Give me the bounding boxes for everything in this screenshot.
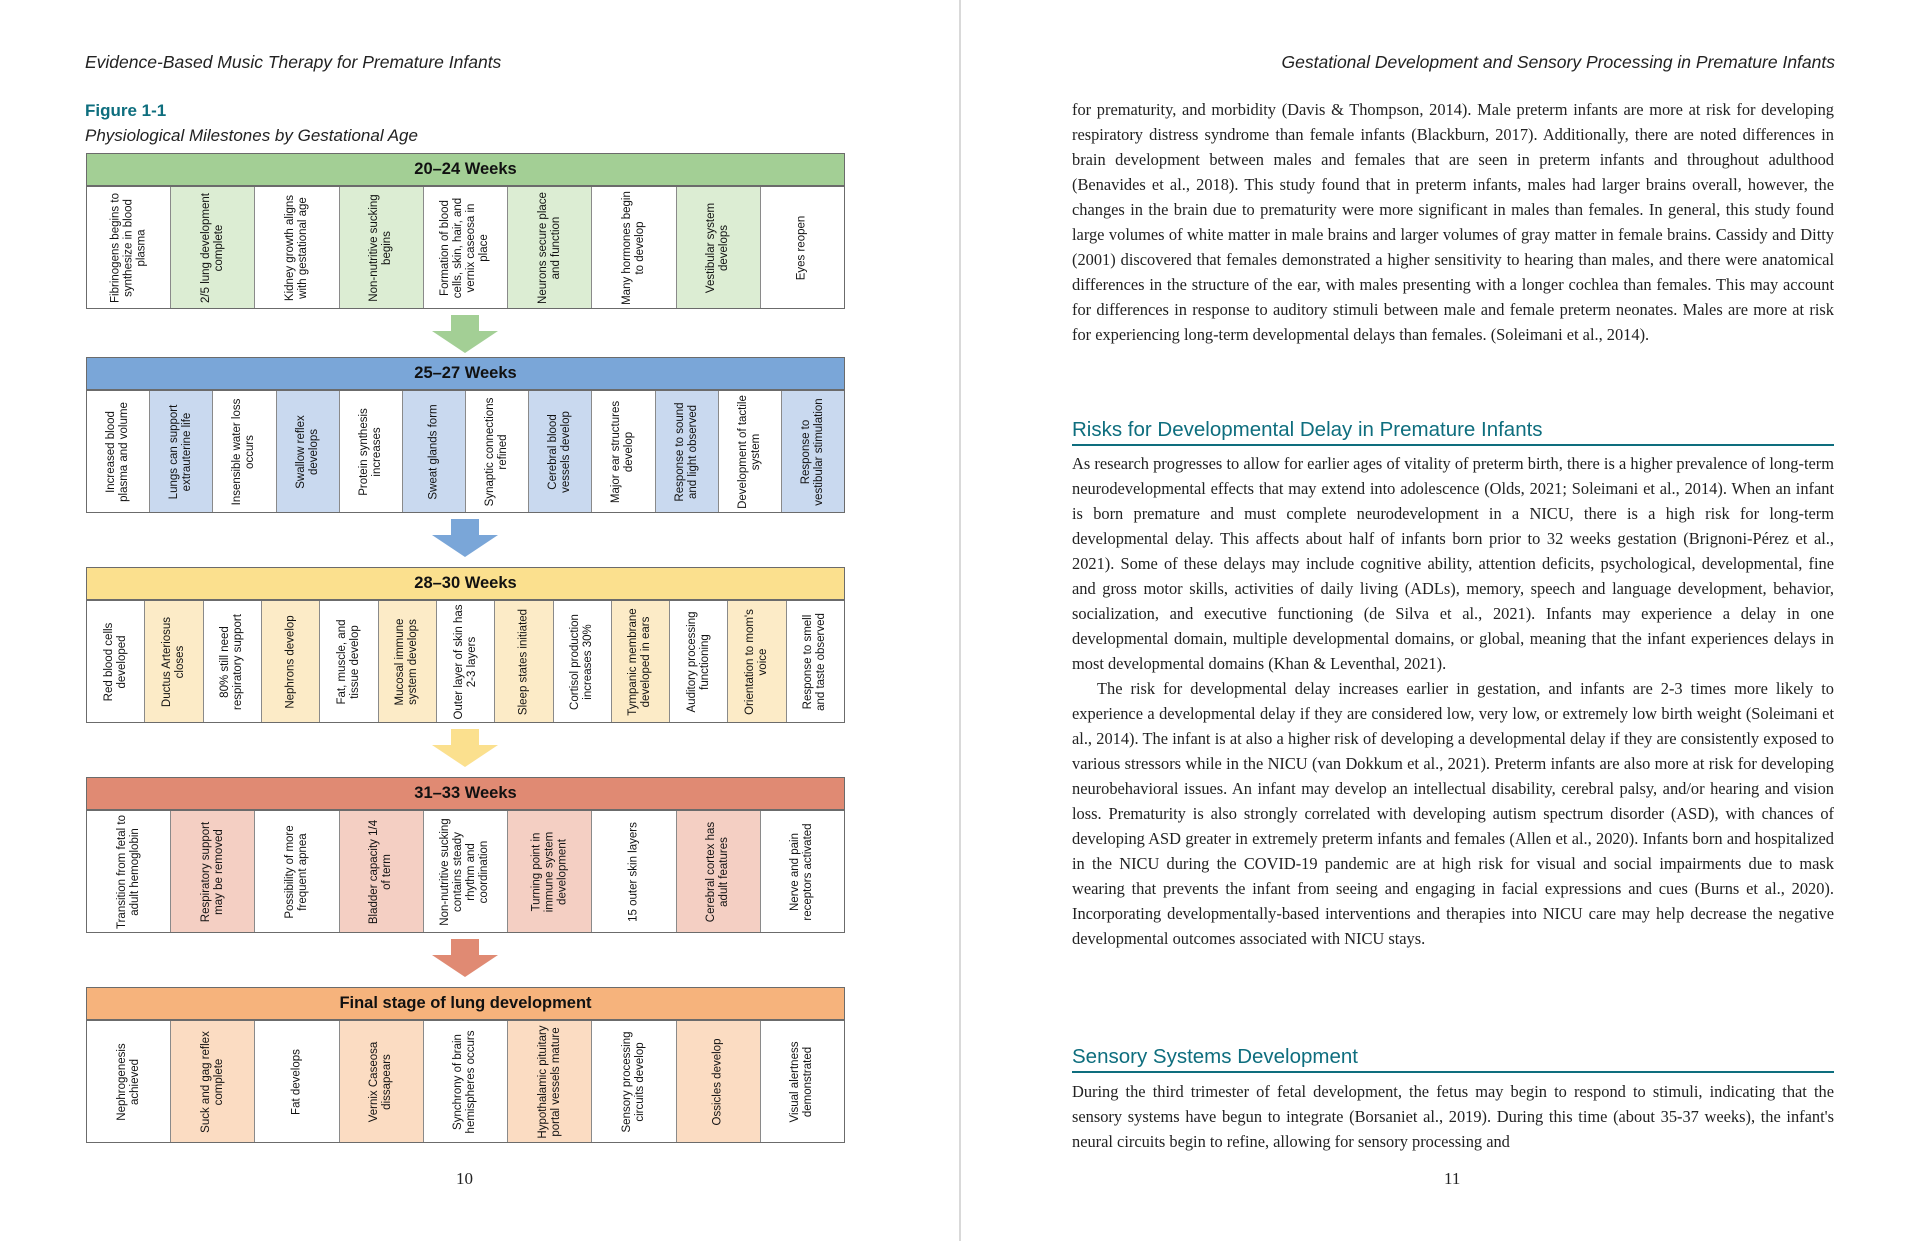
down-arrow-stem <box>451 315 479 331</box>
milestone-cell <box>277 391 340 512</box>
milestone-text: Insensible water loss occurs <box>231 398 257 505</box>
stage-milestones-row <box>86 810 845 933</box>
milestone-cell <box>728 601 786 722</box>
down-arrow-icon <box>432 745 498 767</box>
milestone-text: 15 outer skin layers <box>627 821 640 922</box>
milestone-cell <box>677 187 761 308</box>
milestone-text: Ossicles develop <box>711 1038 724 1125</box>
stage-header: 31–33 Weeks <box>86 777 845 810</box>
milestone-cell <box>340 391 403 512</box>
milestone-cell <box>87 601 145 722</box>
milestone-cell <box>403 391 466 512</box>
milestone-text: Outer layer of skin has 2-3 layers <box>452 603 478 720</box>
stage-header: 25–27 Weeks <box>86 357 845 390</box>
milestone-cell <box>204 601 262 722</box>
milestone-cell <box>255 811 339 932</box>
milestone-text: Response to sound and light observed <box>673 401 699 502</box>
intro-paragraph <box>1072 97 1834 347</box>
milestone-text: Sleep states initiated <box>517 608 530 715</box>
milestone-cell <box>677 811 761 932</box>
milestone-cell <box>424 811 508 932</box>
stage-header: Final stage of lung development <box>86 987 845 1020</box>
milestone-cell <box>87 187 171 308</box>
milestone-cell <box>554 601 612 722</box>
milestone-text: Orientation to mom's voice <box>744 608 770 715</box>
milestone-text: Increased blood plasma and volume <box>105 401 131 502</box>
milestone-cell <box>262 601 320 722</box>
milestone-cell <box>87 811 171 932</box>
milestone-text: Fat, muscle, and tissue develop <box>335 619 361 705</box>
milestone-cell <box>592 187 676 308</box>
milestone-cell <box>87 1021 171 1142</box>
milestone-text: Response to smell and taste observed <box>802 612 828 711</box>
milestone-text: Non-nutritive sucking begins <box>368 193 394 302</box>
stage-milestones-row <box>86 186 845 309</box>
milestone-text: 80% still need respiratory support <box>219 613 245 710</box>
section-heading-sensory: Sensory Systems Development <box>1072 1045 1834 1073</box>
milestone-cell <box>761 187 844 308</box>
milestone-text: Cerebral cortex has adult features <box>705 821 731 922</box>
milestone-text: Nerve and pain receptors activated <box>789 822 815 921</box>
milestone-cell <box>677 1021 761 1142</box>
milestone-cell <box>466 391 529 512</box>
milestone-cell <box>145 601 203 722</box>
milestone-text: Sweat glands form <box>427 403 440 500</box>
milestone-text: Ductus Arteriosus closes <box>160 616 186 707</box>
milestone-text: Sensory processing circuits develop <box>620 1031 646 1132</box>
down-arrow-stem <box>451 939 479 955</box>
paragraph: for prematurity, and morbidity (Davis & Thompson, 2014). Male preterm infants are more at risk for developing respiratory distress syndrome than female infants (Blackburn, 2017). Additionally, there are noted differences in brain development between males and females that are seen in preterm infants and throughout adulthood (Benavides et al., 2018). This study found that in preterm infants, males had larger brains overall, however, the changes in the brain due to prematurity were more significant in males than females. In general, this study found large volumes of white matter in male brains and larger volumes of gray matter in female brains. Cassidy and Ditty (2001) discovered that females demonstrated a higher sensitivity to hearing than males, and there were anatomical differences in the structure of the ear, with males presenting with a longer cochlea than females. This may account for differences in response to auditory stimuli between male and female preterm neonates. Males are more at risk for experiencing long-term developmental delays than females. (Soleimani et al., 2014). <box>1072 100 1834 344</box>
milestone-text: Transition from fetal to adult hemoglobin <box>115 814 141 929</box>
milestone-cell <box>424 1021 508 1142</box>
section-heading-risks: Risks for Developmental Delay in Premature Infants <box>1072 418 1834 446</box>
milestone-text: Nephrons develop <box>284 614 297 709</box>
milestone-text: Protein synthesis increases <box>357 407 383 496</box>
milestone-text: Vernix Caseosa dissapears <box>368 1041 394 1122</box>
figure-label: Figure 1-1 <box>85 101 167 120</box>
milestone-cell <box>213 391 276 512</box>
milestone-cell <box>719 391 782 512</box>
milestone-text: Fibrinogens begins to synthesize in blood plasma <box>109 192 148 303</box>
milestone-text: Visual alertness demonstrated <box>789 1041 815 1122</box>
stage-header: 20–24 Weeks <box>86 153 845 186</box>
milestone-text: Bladder capacity 1/4 of term <box>368 819 394 924</box>
milestone-cell <box>340 811 424 932</box>
milestone-cell <box>592 811 676 932</box>
milestone-text: Suck and gag reflex complete <box>199 1030 225 1133</box>
page-number-left: 10 <box>456 1169 473 1188</box>
stage-milestones-row <box>86 600 845 723</box>
milestone-cell <box>495 601 553 722</box>
milestone-cell <box>424 187 508 308</box>
milestone-text: Possibility of more frequent apnea <box>284 824 310 919</box>
milestone-text: Major ear structures develop <box>610 400 636 503</box>
milestone-text: Synaptic connections refined <box>484 397 510 506</box>
milestone-cell <box>761 1021 844 1142</box>
milestone-cell <box>656 391 719 512</box>
down-arrow-stem <box>451 519 479 535</box>
stage-milestones-row <box>86 390 845 513</box>
down-arrow-icon <box>432 331 498 353</box>
milestone-text: Synchrony of brain hemispheres occurs <box>452 1030 478 1133</box>
milestone-cell <box>508 811 592 932</box>
milestone-text: Red blood cells developed <box>102 622 128 701</box>
milestone-text: Vestibular system develops <box>705 202 731 293</box>
running-head-left: Evidence-Based Music Therapy for Premature Infants <box>85 52 502 72</box>
milestone-cell <box>437 601 495 722</box>
milestone-cell <box>782 391 844 512</box>
milestone-text: Eyes reopen <box>795 215 808 280</box>
milestone-text: Nephrogenesis achieved <box>115 1042 141 1121</box>
milestone-text: Fat develops <box>290 1048 303 1115</box>
milestone-text: Turning point in immune system development <box>530 831 569 912</box>
milestone-cell <box>171 811 255 932</box>
page-number-right: 11 <box>1444 1169 1461 1188</box>
milestone-text: Lungs can support extrauterine life <box>168 404 194 499</box>
milestone-text: Neurons secure place and function <box>536 191 562 304</box>
sensory-section-body <box>1072 1079 1834 1154</box>
milestone-text: Mucosal immune system develops <box>394 618 420 705</box>
milestone-text: 2/5 lung development complete <box>199 192 225 303</box>
milestone-text: Cortisol production increases 30% <box>569 613 595 710</box>
milestone-text: Respiratory support may be removed <box>199 821 225 922</box>
milestone-cell <box>529 391 592 512</box>
running-head-right: Gestational Development and Sensory Processing in Premature Infants <box>1281 52 1835 72</box>
milestone-text: Kidney growth aligns with gestational age <box>284 194 310 301</box>
milestone-text: Formation of blood cells, skin, hair, and vernix caseosa in place <box>439 197 491 298</box>
milestone-cell <box>761 811 844 932</box>
milestone-text: Tympanic membrane developed in ears <box>627 607 653 716</box>
milestone-cell <box>255 187 339 308</box>
milestone-cell <box>379 601 437 722</box>
milestone-cell <box>592 391 655 512</box>
paragraph: During the third trimester of fetal development, the fetus may begin to respond to stimuli, indicating that the sensory systems have begun to integrate (Borsaniet al., 2019). During this time (about 35-37 weeks), the infant's neural circuits begin to refine, allowing for sensory processing and <box>1072 1082 1834 1151</box>
stage-milestones-row <box>86 1020 845 1143</box>
milestone-text: Many hormones begin to develop <box>620 190 646 305</box>
milestone-cell <box>670 601 728 722</box>
down-arrow-icon <box>432 955 498 977</box>
milestone-cell <box>612 601 670 722</box>
milestone-cell <box>340 187 424 308</box>
milestone-cell <box>592 1021 676 1142</box>
milestone-text: Development of tactile system <box>736 394 762 509</box>
milestone-text: Auditory processing functioning <box>685 611 711 712</box>
stage-header: 28–30 Weeks <box>86 567 845 600</box>
milestone-cell <box>171 187 255 308</box>
milestone-cell <box>787 601 844 722</box>
milestone-text: Swallow reflex develops <box>294 414 320 489</box>
milestone-cell <box>87 391 150 512</box>
milestone-cell <box>171 1021 255 1142</box>
down-arrow-icon <box>432 535 498 557</box>
milestone-cell <box>508 187 592 308</box>
down-arrow-stem <box>451 729 479 745</box>
paragraph: As research progresses to allow for earlier ages of vitality of preterm birth, there is a higher prevalence of long-term neurodevelopmental effects that may extend into adolescence (Olds, 2021; Soleimani et al., 2014). When an infant is born premature and must complete neurodevelopment in a NICU, there is a high risk for long-term developmental delay. This affects about half of infants born prior to 32 weeks gestation (Brignoni-Pérez et al., 2021). Some of these delays may include cognitive ability, attention deficits, psychological, developmental, fine and gross motor skills, activities of daily living (ADLs), memory, speech and language development, behavior, socialization, and executive functioning (de Silva et al., 2021). Infants may experience a delay in one developmental domain, multiple developmental domains, or global, meaning that the infant experiences delays in most developmental domains (Khan & Leventhal, 2021). <box>1072 454 1834 673</box>
milestone-text: Hypothalamic pituitary portal vessels mature <box>536 1024 562 1139</box>
milestone-text: Cerebral blood vessels develop <box>547 410 573 493</box>
milestone-cell <box>150 391 213 512</box>
figure-title: Physiological Milestones by Gestational Age <box>85 126 418 145</box>
milestone-cell <box>255 1021 339 1142</box>
risks-section-body <box>1072 451 1834 951</box>
left-page <box>0 0 959 1241</box>
milestone-text: Non-nutritive sucking contains steady rhythm and coordination <box>439 817 491 926</box>
milestone-cell <box>320 601 378 722</box>
paragraph: The risk for developmental delay increases earlier in gestation, and infants are 2-3 times more likely to experience a developmental delay if they are considered low, very low, or extremely low birth weight (Soleimani et al., 2014). The infant is at also a higher risk of developing a developmental delay if they are consistently exposed to various stressors while in the NICU (van Dokkum et al., 2021). Preterm infants are also more at risk for developing neurobehavioral issues. An infant may develop an intellectual disability, cerebral palsy, and/or hearing and vision loss. Prematurity is also strongly correlated with developing autism spectrum disorder (ASD), with chances of developing ASD greater in extremely preterm infants and females (Allen et al., 2020). Infants born and hospitalized in the NICU during the COVID-19 pandemic are at high risk for visual and social impairments due to mask wearing that prevents the infant from seeing and engaging in facial expressions and cues (Burns et al., 2020). Incorporating developmentally-based interventions and therapies into NICU care may help decrease the negative developmental outcomes associated with NICU stays. <box>1072 679 1834 948</box>
milestone-cell <box>340 1021 424 1142</box>
milestone-cell <box>508 1021 592 1142</box>
milestone-text: Response to vestibular stimulation <box>799 397 825 506</box>
